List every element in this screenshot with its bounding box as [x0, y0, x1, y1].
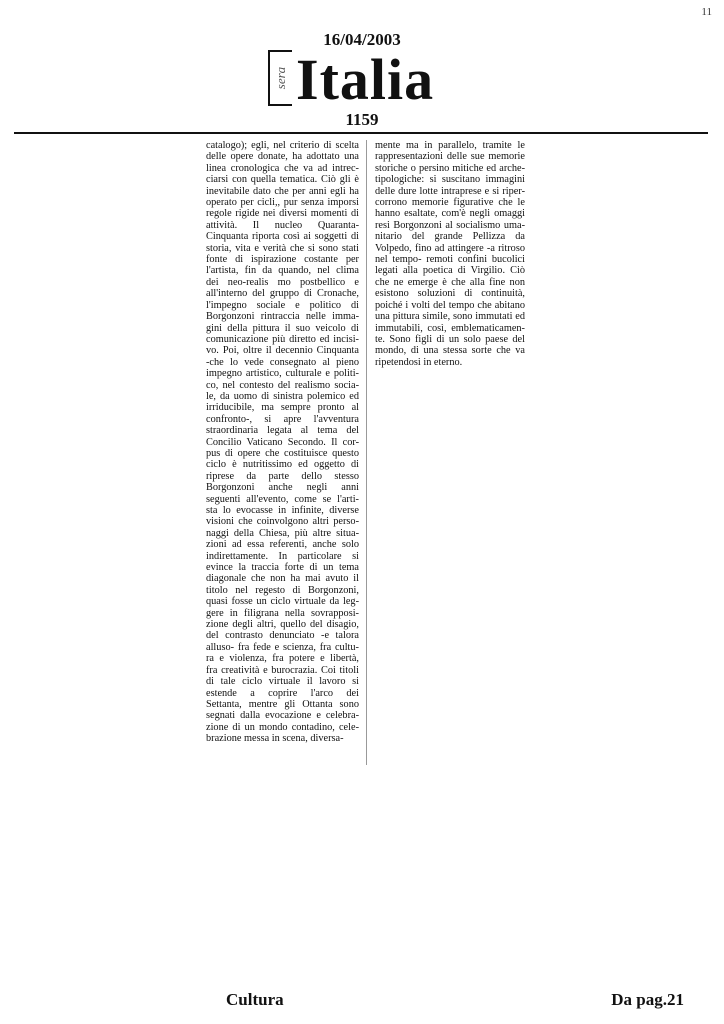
article-text-line: attività. Il nucleo Quaranta-	[206, 219, 359, 231]
article-text-line: sta lo evocasse in infinite, diverse	[206, 505, 359, 516]
article-text-line: alluso- fra fede e scienza, fra cultu-	[206, 641, 359, 653]
masthead-logo-mark	[268, 50, 292, 106]
article-text-line: esistono soluzioni di continuità,	[375, 288, 525, 300]
article-text-line: quasi fosse un ciclo virtuale da leg-	[206, 596, 359, 608]
article-text-line: delle opere donate, ha adottato una	[206, 151, 359, 163]
article-text-line: Cinquanta riporta così ai soggetti di	[206, 231, 359, 243]
article-text-line: Volpedo, fino ad attingere -a ritroso	[375, 242, 525, 254]
article-text-line: titolo nel regesto di Borgonzoni,	[206, 584, 359, 596]
article-text-line: all'interno del gruppo di Cronache,	[206, 288, 359, 300]
article-text-line: evince la traccia forte di un tema	[206, 562, 359, 574]
article-text-line: visioni che coinvolgono altri perso-	[206, 516, 359, 528]
article-text-line: ciarsi con quella tematica. Ciò gli è	[206, 174, 359, 186]
article-text-line: ra e violenza, fra potere e libertà,	[206, 653, 359, 665]
masthead-title: Italia	[296, 47, 435, 112]
article-text-line: mente ma in parallelo, tramite le	[375, 140, 525, 151]
article-text-line: straordinaria legata al tema del	[206, 425, 359, 437]
article-text-line: tipologiche: si suscitano immagini	[375, 174, 525, 186]
publication-date: 16/04/2003	[323, 30, 401, 49]
article-text-line: riprese da parte dello stesso	[206, 470, 359, 482]
article-text-line: vo. Poi, oltre il decennio Cinquanta	[206, 345, 359, 357]
article-text-line: catalogo); egli, nel criterio di scelta	[206, 140, 359, 151]
article-text-line: linea cronologica che va ad intrec-	[206, 162, 359, 174]
article-text-line: regole rigide nei diversi momenti di	[206, 208, 359, 220]
newspaper-masthead	[268, 47, 435, 112]
article-text-line: zione di un mondo contadino, cele-	[206, 721, 359, 733]
article-text-line: indirettamente. In particolare si	[206, 550, 359, 562]
article-text-line: l'artista, fin da quando, nel clima	[206, 265, 359, 277]
article-text-line: fonte di ispirazione costante per	[206, 254, 359, 266]
article-text-line: irriducibile, ma sempre pronto al	[206, 402, 359, 414]
article-text-line: diagonale che non ha mai avuto il	[206, 573, 359, 585]
article-text-line: gini della pittura il suo veicolo di	[206, 322, 359, 334]
article-text-line: delle dure lotte intraprese e si riper-	[375, 185, 525, 197]
article-text-line: una pittura simile, sono immutati ed	[375, 311, 525, 323]
article-text-line: inevitabile dato che per anni egli ha	[206, 185, 359, 197]
masthead-small-text: sera	[273, 66, 288, 90]
article-text-line: nel tempo- remoti confini bucolici	[375, 254, 525, 266]
article-text-line: ciclo è nutritissimo ed oggetto di	[206, 459, 359, 471]
article-text-line: di tale ciclo virtuale il lavoro si	[206, 676, 359, 688]
article-column-right	[375, 140, 525, 368]
article-text-line: rappresentazioni delle sue memorie	[375, 151, 525, 163]
article-text-line: brazione messa in scena, diversa-	[206, 733, 344, 745]
article-text-line: operato per cicli,, pur senza imporsi	[206, 197, 359, 209]
article-text-line: impegno artistico, culturale e politi-	[206, 368, 359, 380]
section-name: Cultura	[226, 990, 284, 1009]
header-divider	[14, 132, 708, 134]
article-text-line: Settanta, mentre gli Ottanta sono	[206, 698, 359, 710]
article-text-line: Concilio Vaticano Secondo. Il cor-	[206, 436, 359, 448]
article-text-line: le, da uomo di sinistra polemico ed	[206, 390, 359, 402]
article-text-line: hanno esaltate, com'è negli omaggi	[375, 208, 525, 220]
issue-number: 1159	[345, 110, 379, 129]
article-text-line: Borgonzoni rintraccia nelle imma-	[206, 311, 359, 323]
article-text-line: Borgonzoni anche negli anni	[206, 482, 359, 494]
article-text-line: legati alla poetica di Virgilio. Ciò	[375, 265, 525, 277]
article-text-line: confronto-, si apre l'avventura	[206, 413, 359, 425]
article-text-line: corrono memorie figurative che le	[375, 197, 525, 209]
article-text-line: -che lo vede consegnato al pieno	[206, 356, 359, 368]
continued-from-reference: Da pag.21	[611, 990, 684, 1009]
article-text-line: storia, vita e verità che si sono stati	[206, 242, 359, 254]
article-text-line: co, nel contesto del realismo socia-	[206, 379, 359, 391]
article-text-line: zione degli altri, quello del disagio,	[206, 619, 359, 631]
article-text-line: del contrasto denunciato -e talora	[206, 630, 359, 642]
article-text-line: dei neo-realis mo postbellico e	[206, 276, 359, 288]
article-text-line: comunicazione più diretto ed incisi-	[206, 333, 359, 345]
article-text-line: zioni ad essa referenti, anche solo	[206, 539, 359, 551]
article-text-line: ripetendosi in eterno.	[375, 356, 463, 368]
article-text-line: storiche o persino mitiche ed arche-	[375, 162, 525, 174]
article-column-left	[206, 140, 359, 745]
column-divider	[366, 140, 367, 765]
article-text-line: che ne emerge è che alla fine non	[375, 276, 525, 288]
article-text-line: te. Sono figli di un solo paese del	[375, 333, 525, 345]
article-text-line: gere in filigrana nella sovrapposi-	[206, 607, 359, 619]
article-text-line: poiché i volti del tempo che abitano	[375, 299, 525, 311]
article-text-line: estende a coprire l'arco dei	[206, 687, 359, 699]
article-text-line: immutabili, così, emblematicamen-	[375, 322, 525, 334]
article-text-line: fra creatività e burocrazia. Coi titoli	[206, 664, 359, 676]
article-text-line: resi Borgonzoni al socialismo uma-	[375, 219, 525, 231]
article-text-line: nitario del grande Pellizza da	[375, 231, 525, 243]
article-text-line: mondo, di una stessa sorte che va	[375, 345, 525, 357]
article-text-line: l'impegno sociale e politico di	[206, 299, 359, 311]
article-text-line: pus di opere che costituisce questo	[206, 447, 359, 459]
article-text-line: naggi della Chiesa, più altre situa-	[206, 527, 359, 539]
article-text-line: segnati dalla evocazione e celebra-	[206, 710, 359, 722]
article-text-line: seguenti all'evento, come se l'arti-	[206, 493, 359, 505]
page-number: 11	[701, 6, 712, 18]
